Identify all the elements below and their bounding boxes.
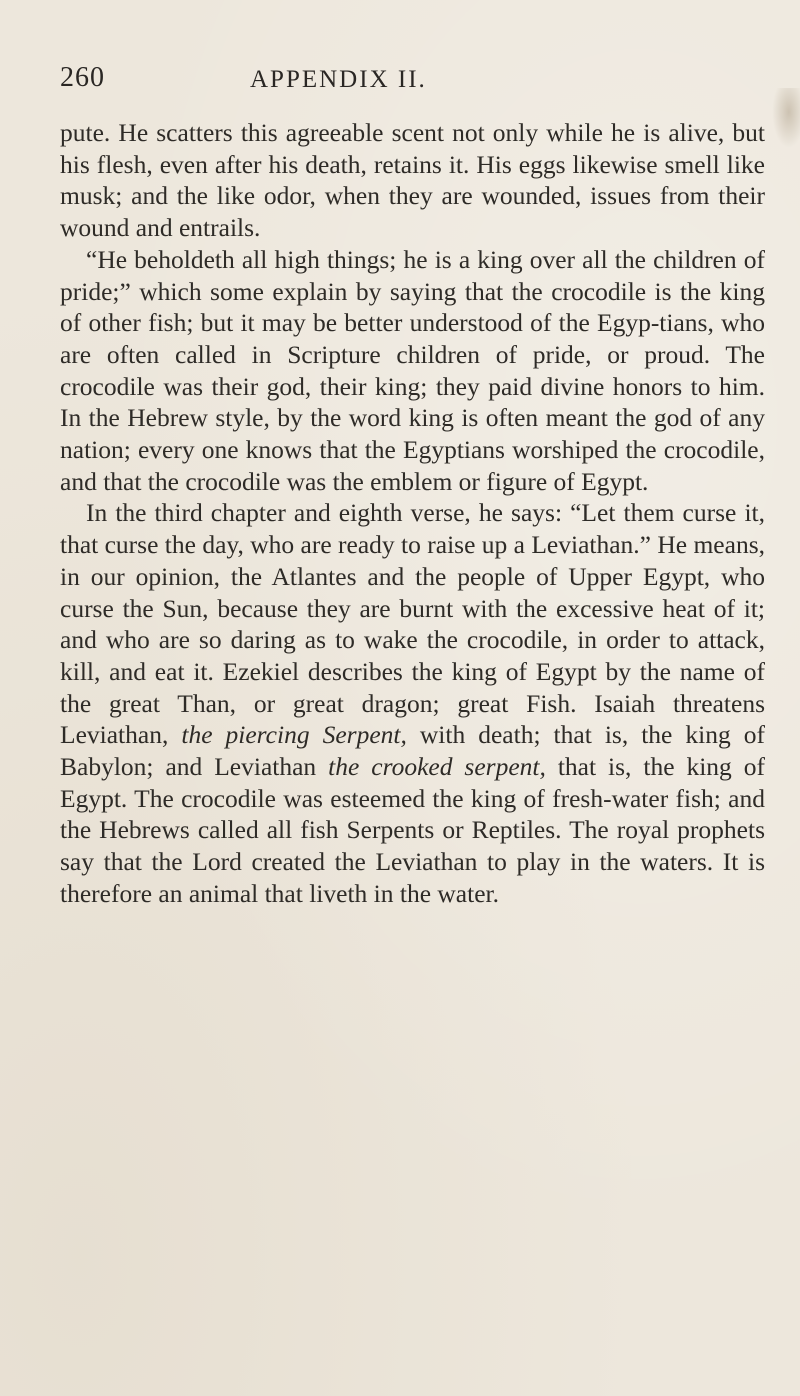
paragraph-leviathan bbox=[60, 497, 765, 909]
leviathan-text-part-2: with death; that is, the king of Babylon; and Leviathan bbox=[60, 720, 765, 782]
paragraph-continuation: pute. He scatters this agreeable scent not only while he is alive, but his flesh, even after his death, retains it. His eggs likewise smell like musk; and the like odor, when they are wounded, issues from their wound and entrails. bbox=[60, 118, 765, 243]
italic-crooked-serpent: the crooked serpent, bbox=[328, 752, 546, 782]
paragraph-king-of-pride: “He beholdeth all high things; he is a king over all the children of pride;” which some explain by saying that the crocodile is the king of other fish; but it may be better understood of the Egyp-tians, who are often called in Scripture children of pride, or proud. The crocodile was their god, their king; they paid divine honors to him. In the Hebrew style, by the word king is often meant the god of any nation; every one knows that the Egyptians worshiped the crocodile, and that the crocodile was the emblem or figure of Egypt. bbox=[60, 244, 765, 496]
page-number: 260 bbox=[60, 62, 105, 93]
leviathan-text-part-1: In the third chapter and eighth verse, he says: “Let them curse it, that curse the day, who are ready to raise up a Leviathan.” He means, in our opinion, the Atlantes and the people of Upper Egypt, who curse the Sun, because they are burnt with the excessive heat of it; and who are so daring as to wake the crocodile, in order to attack, kill, and eat it. Ezekiel describes the king of Egypt by the name of the great Than, or great dragon; great Fish. Isaiah threatens Leviathan, bbox=[60, 498, 765, 750]
leviathan-text-part-3: that is, the king of Egypt. The crocodile was esteemed the king of fresh-water fish; and the Hebrews called all fish Serpents or Reptiles. The royal prophets say that the Lord created the Leviathan to play in the waters. It is therefore an animal that liveth in the water. bbox=[60, 752, 766, 908]
italic-piercing-serpent: the piercing Serpent, bbox=[181, 720, 407, 750]
page-header bbox=[60, 62, 750, 102]
running-head: APPENDIX II. bbox=[250, 66, 427, 93]
page-edge-stain bbox=[772, 88, 800, 148]
body-text bbox=[60, 117, 765, 910]
